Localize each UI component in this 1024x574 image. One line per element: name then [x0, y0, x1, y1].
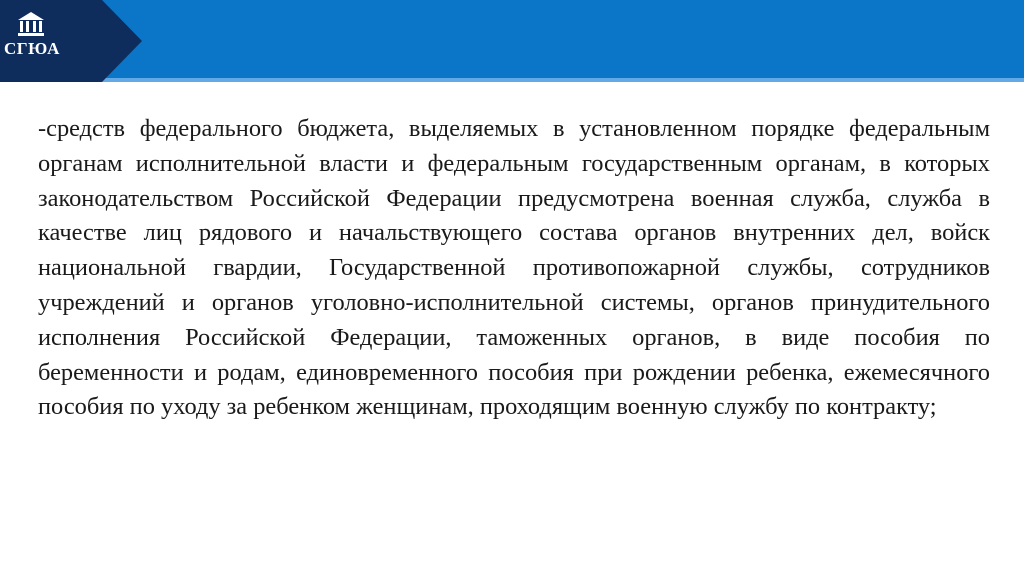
logo-text: СГЮА	[4, 39, 60, 58]
body-paragraph: -средств федерального бюджета, выделяемых в установленном порядке федеральным органам исполнительной власти и федеральным государственным органам, в которых законодательством Российской Федерации предусмотрена военная служба, служба в качестве лиц рядового и начальствующего состава органов внутренних дел, войск национальной гвардии, Государственной противопожарной службы, сотрудников учреждений и органов уголовно-исполнительной системы, органов принудительного исполнения Российской Федерации, таможенных органов, в виде пособия по беременности и родам, единовременного пособия при рождении ребенка, ежемесячного пособия по уходу за ребенком женщинам, проходящим военную службу по контракту;	[38, 115, 990, 421]
header-bar	[0, 0, 1024, 82]
